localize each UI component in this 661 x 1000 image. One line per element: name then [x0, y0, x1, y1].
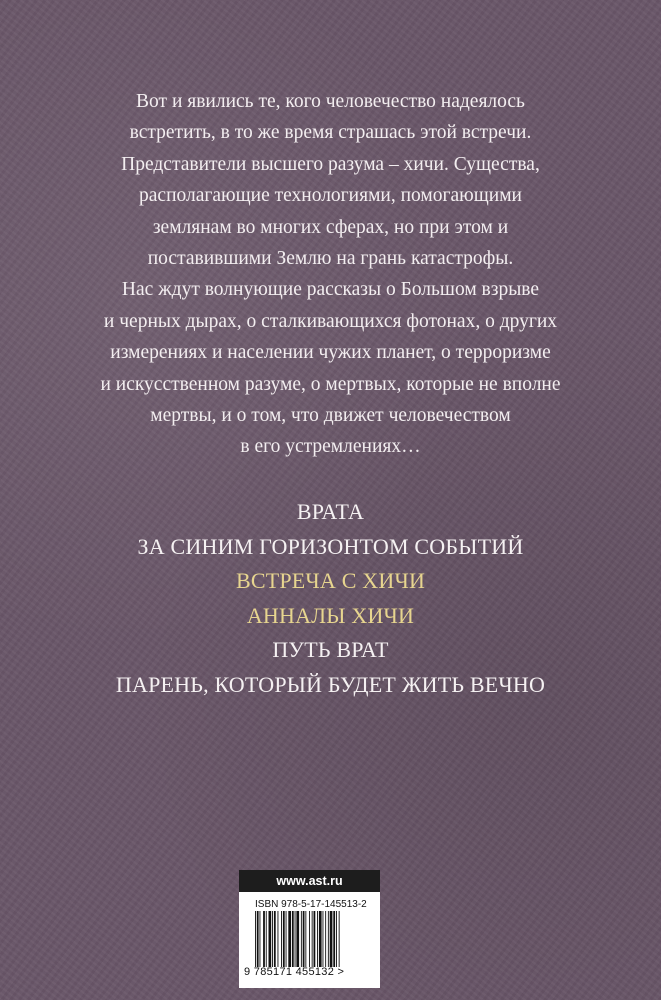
blurb-line: и искусственном разуме, о мертвых, которые не вполне	[100, 373, 561, 395]
blurb-line: мертвы, и о том, что движет человечеством	[150, 405, 511, 427]
blurb-line: и черных дырах, о сталкивающихся фотонах, о других	[103, 310, 558, 332]
blurb-line: Нас ждут волнующие рассказы о Большом взрыве	[121, 279, 540, 301]
blurb-line: Вот и явились те, кого человечество надеялось	[136, 91, 525, 112]
blurb-line: располагающие технологиями, помогающими	[139, 185, 522, 207]
blurb-line: в его устремлениях…	[240, 436, 421, 458]
series-title-current: ВСТРЕЧА С ХИЧИ	[235, 568, 426, 594]
blurb-text	[40, 86, 621, 463]
blurb-line: Представители высшего разума – хичи. Существа,	[121, 153, 540, 175]
publisher-website: www.ast.ru	[239, 870, 380, 892]
blurb-line: измерениях и населении чужих планет, о терроризме	[110, 342, 551, 364]
series-title-list	[30, 495, 631, 703]
series-title: ВРАТА	[296, 499, 365, 524]
blurb-line: поставившими Землю на грань катастрофы.	[147, 248, 514, 270]
blurb-line: землянам во многих сферах, но при этом и	[152, 216, 509, 238]
series-title-current: АННАЛЫ ХИЧИ	[246, 602, 415, 628]
barcode-label	[239, 870, 380, 988]
series-title: ЗА СИНИМ ГОРИЗОНТОМ СОБЫТИЙ	[137, 533, 524, 559]
isbn-text: ISBN 978-5-17-145513-2	[255, 899, 367, 910]
barcode-icon	[255, 911, 365, 967]
series-title: ПАРЕНЬ, КОТОРЫЙ БУДЕТ ЖИТЬ ВЕЧНО	[115, 671, 546, 697]
blurb-line: встретить, в то же время страшась этой встречи.	[129, 122, 532, 144]
series-title: ПУТЬ ВРАТ	[272, 637, 389, 663]
barcode-digits: 9 785171 455132 >	[244, 966, 345, 978]
